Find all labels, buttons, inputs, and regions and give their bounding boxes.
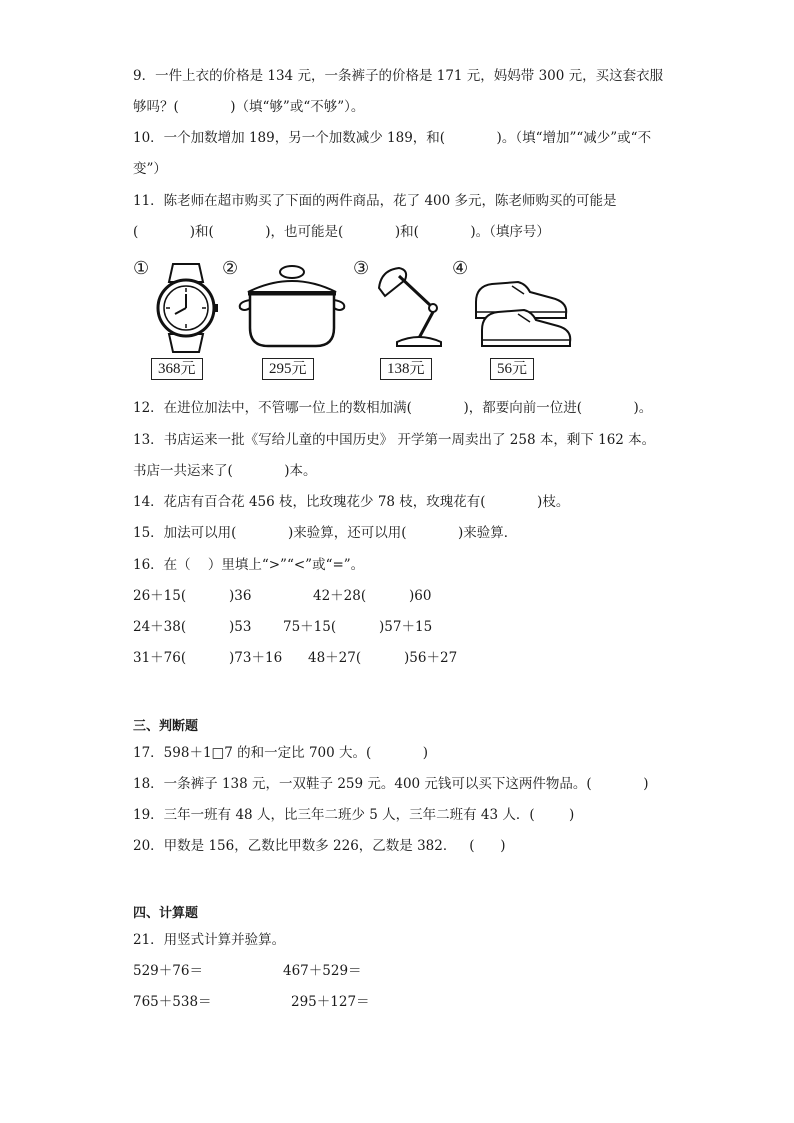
question-16-row2-b: 75＋15( )57＋15: [283, 619, 433, 635]
pot-icon: [236, 262, 348, 352]
section-3-heading: 三、判断题: [133, 719, 199, 734]
shoes-icon: [472, 262, 572, 350]
question-21-row2-a: 765＋538＝: [133, 994, 212, 1010]
question-21-row2-b: 295＋127＝: [291, 994, 370, 1010]
question-15: 15．加法可以用( )来验算，还可以用( )来验算．: [133, 525, 518, 541]
question-16: 16．在（ ）里填上“>”“<”或“=”。: [133, 557, 365, 573]
question-12: 12．在进位加法中，不管哪一位上的数相加满( )，都要向前一位进( )。: [133, 400, 653, 416]
section-4-heading: 四、计算题: [133, 906, 199, 921]
question-21: 21．用竖式计算并验算。: [133, 932, 286, 948]
price-label: 138元: [380, 358, 432, 380]
question-13-line2: 书店一共运来了( )本。: [133, 463, 317, 479]
product-number: ④: [452, 258, 469, 279]
question-16-row2-a: 24＋38( )53: [133, 619, 252, 635]
question-11-line1: 11．陈老师在超市购买了下面的两件商品，花了 400 多元，陈老师购买的可能是: [133, 193, 617, 209]
product-number: ②: [222, 258, 239, 279]
desk-lamp-icon: [371, 262, 451, 352]
question-14: 14．花店有百合花 456 枝，比玫瑰花少 78 枝，玫瑰花有( )枝。: [133, 494, 570, 510]
question-18: 18．一条裤子 138 元，一双鞋子 259 元。400 元钱可以买下这两件物品。( ): [133, 776, 649, 792]
question-19: 19．三年一班有 48 人，比三年二班少 5 人，三年二班有 43 人．( ): [133, 807, 575, 823]
question-13-line1: 13．书店运来一批《写给儿童的中国历史》 开学第一周卖出了 258 本，剩下 162 本。: [133, 432, 656, 448]
question-21-row1-b: 467＋529＝: [283, 963, 362, 979]
product-2: [222, 258, 334, 382]
question-20: 20．甲数是 156，乙数比甲数多 226，乙数是 382． ( ): [133, 838, 506, 854]
question-11-line2: ( )和( )，也可能是( )和( )。（填序号）: [133, 224, 550, 240]
product-number: ③: [353, 258, 370, 279]
question-16-row1-b: 42＋28( )60: [313, 588, 432, 604]
price-label: 295元: [262, 358, 314, 380]
question-10-line2: 变”）: [133, 161, 167, 177]
question-9-line1: 9．一件上衣的价格是 134 元，一条裤子的价格是 171 元，妈妈带 300 元，买这套衣服: [133, 68, 664, 84]
product-3: [353, 258, 465, 382]
price-label: 368元: [151, 358, 203, 380]
question-21-row1-a: 529＋76＝: [133, 963, 203, 979]
watch-icon: [151, 262, 221, 354]
question-10-line1: 10．一个加数增加 189，另一个加数减少 189，和( )。（填“增加”“减少”或“不: [133, 130, 652, 146]
product-4: [452, 258, 564, 382]
question-16-row3-b: 48＋27( )56＋27: [308, 650, 458, 666]
price-label: 56元: [490, 358, 534, 380]
question-16-row3-a: 31＋76( )73＋16: [133, 650, 283, 666]
question-17: 17．598＋1□7 的和一定比 700 大。( ): [133, 745, 429, 761]
question-16-row1-a: 26＋15( )36: [133, 588, 252, 604]
product-number: ①: [133, 258, 150, 279]
question-9-line2: 够吗？( )（填“够”或“不够”）。: [133, 99, 365, 115]
